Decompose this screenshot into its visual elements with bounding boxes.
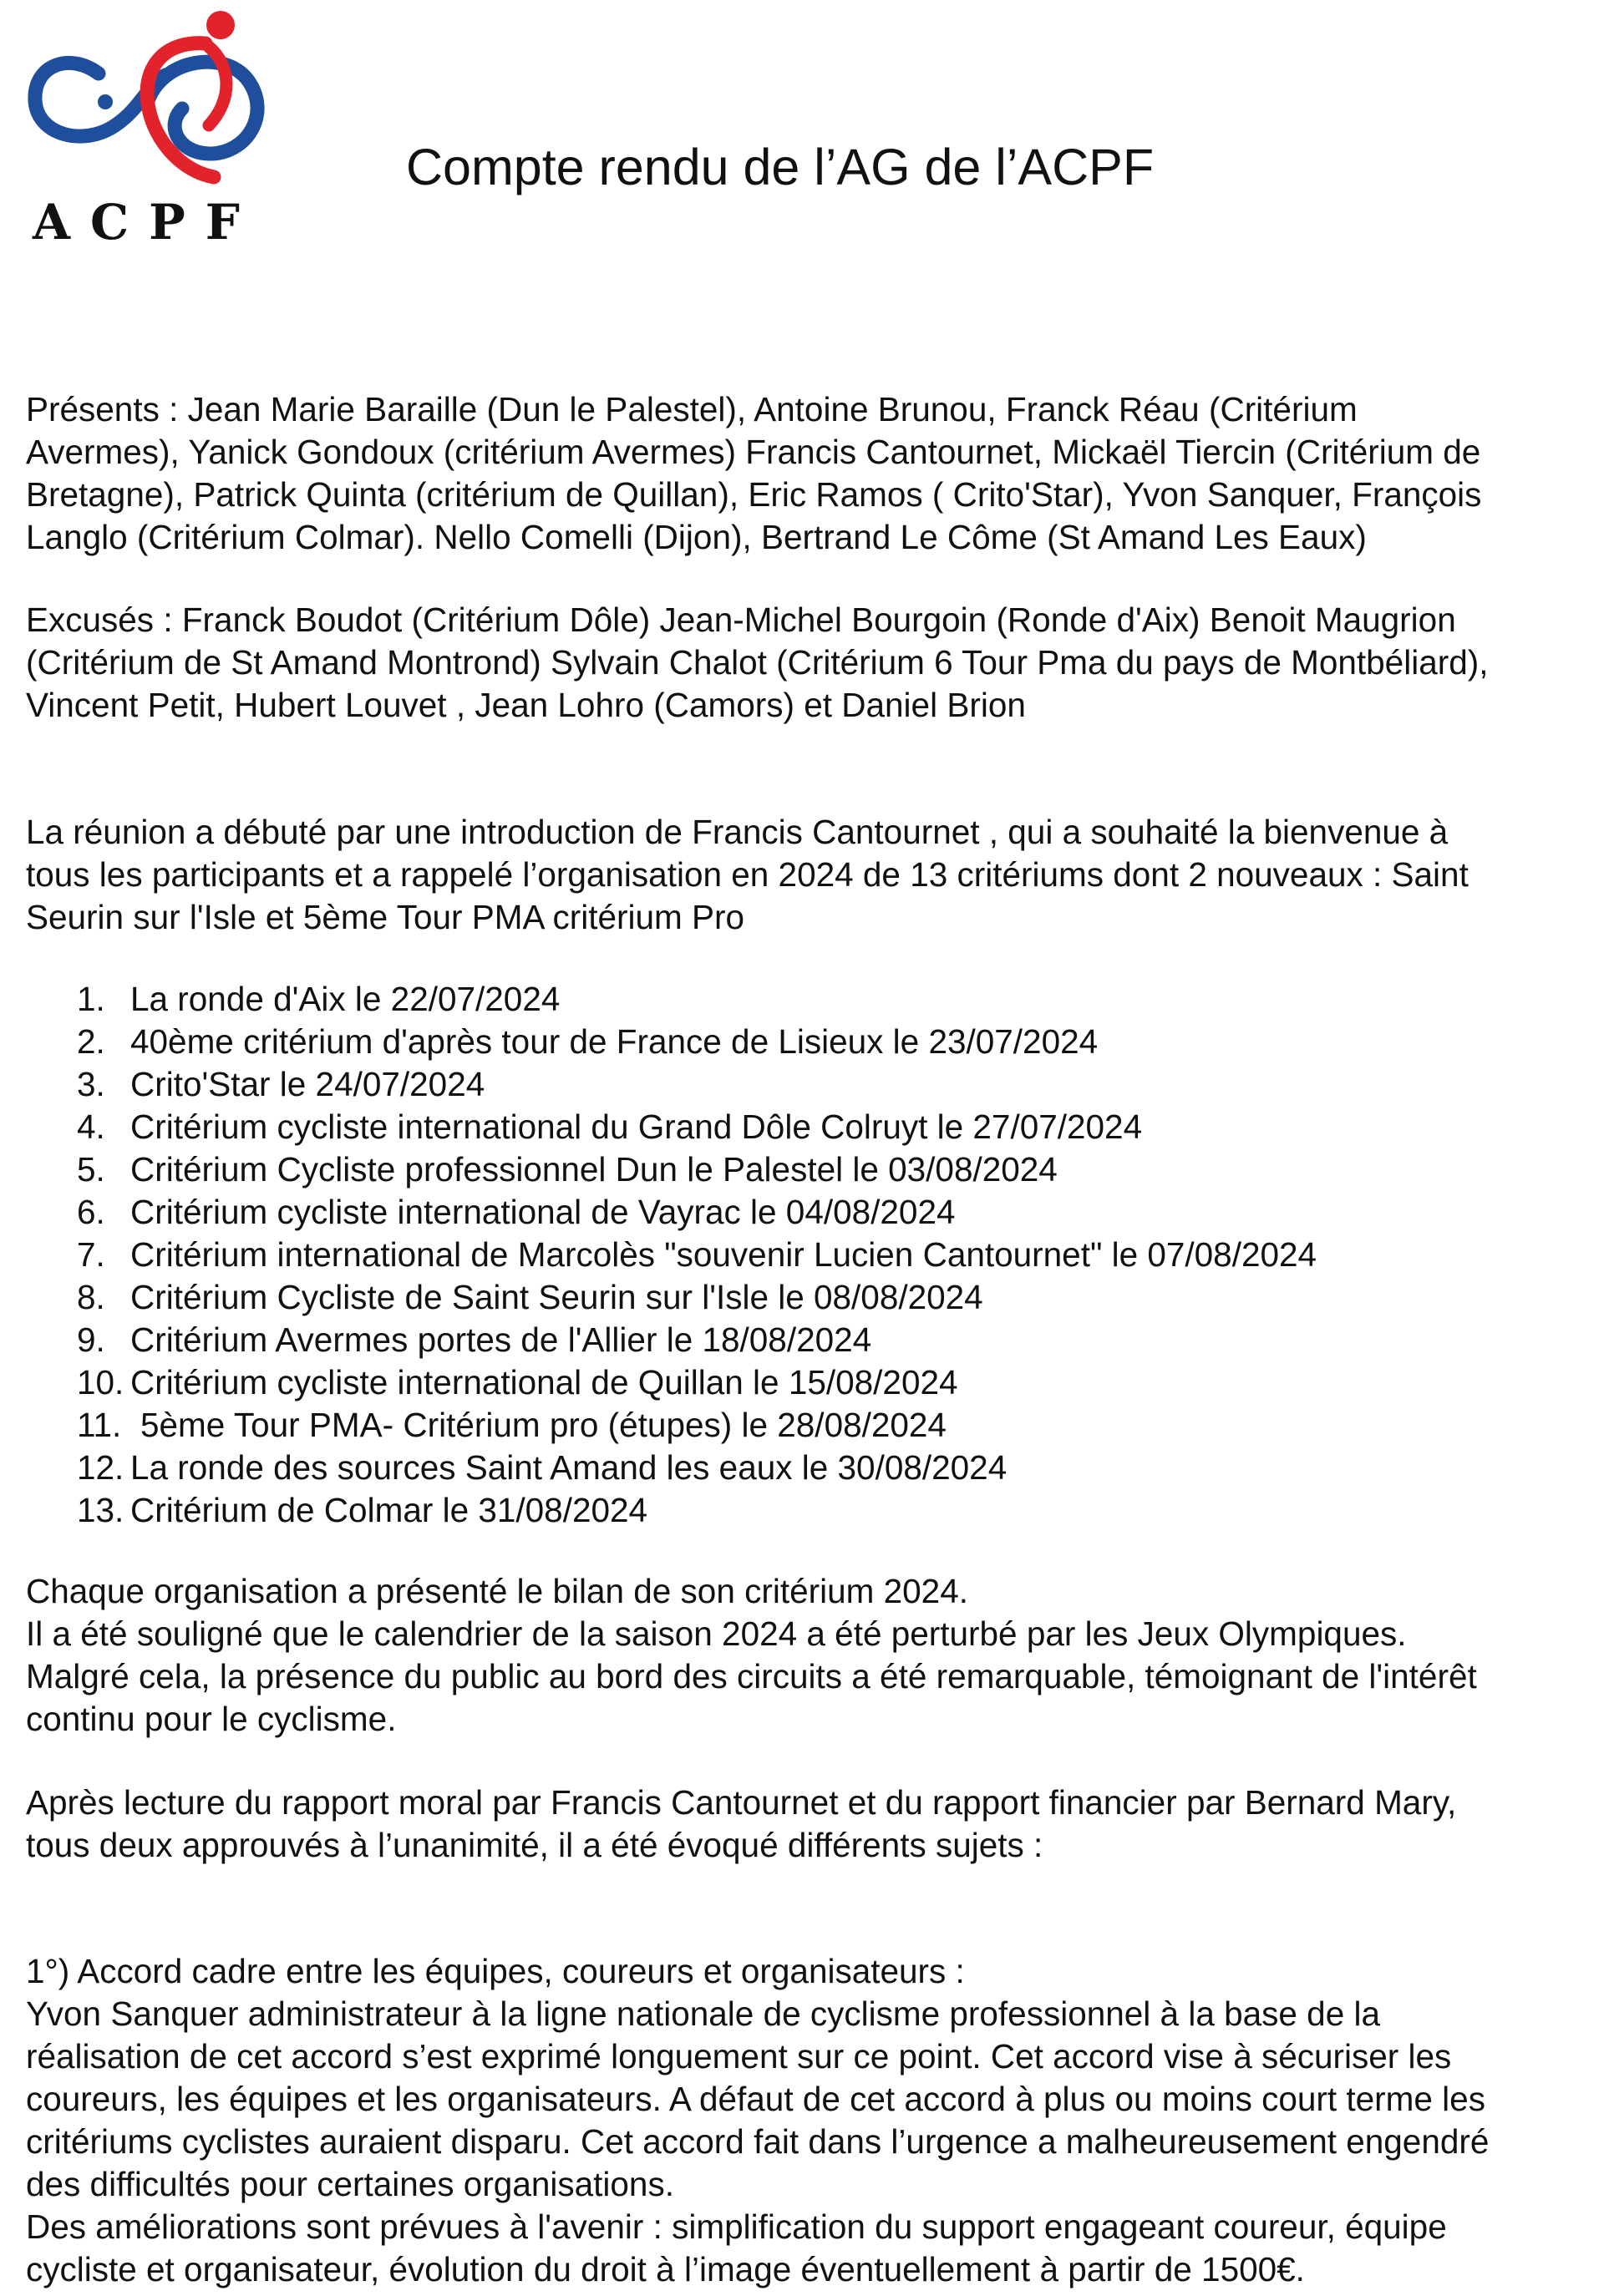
list-item-label: Critérium international de Marcolès "souvenir Lucien Cantournet" le 07/08/2024 <box>130 1235 1317 1274</box>
text-line: Présents : Jean Marie Baraille (Dun le Palestel), Antoine Brunou, Franck Réau (Critérium <box>26 390 1358 428</box>
list-item-number: 5. <box>77 1150 105 1189</box>
list-item-label: Critérium cycliste international de Vayrac le 04/08/2024 <box>130 1193 956 1231</box>
list-item-number: 1. <box>77 980 105 1018</box>
text-line: Des améliorations sont prévues à l'avenir : simplification du support engageant coureur, équipe <box>26 2207 1447 2246</box>
text-line: 1°) Accord cadre entre les équipes, coureurs et organisateurs : <box>26 1952 965 1990</box>
list-item-number: 4. <box>77 1107 105 1146</box>
logo-wordmark: ACPF <box>33 194 260 251</box>
text-line: Seurin sur l'Isle et 5ème Tour PMA critérium Pro <box>26 898 745 936</box>
list-item-label: 5ème Tour PMA- Critérium pro (étupes) le 28/08/2024 <box>140 1406 947 1444</box>
framework-agreement-paragraph <box>26 1950 1580 2291</box>
attendees-paragraph <box>26 388 1580 559</box>
text-line: Langlo (Critérium Colmar). Nello Comelli (Dijon), Bertrand Le Côme (St Amand Les Eaux) <box>26 518 1367 556</box>
page-title: Compte rendu de l’AG de l’ACPF <box>406 139 1155 195</box>
text-line: Excusés : Franck Boudot (Critérium Dôle) Jean-Michel Bourgoin (Ronde d'Aix) Benoit Maugrion <box>26 601 1456 639</box>
text-line: Yvon Sanquer administrateur à la ligne nationale de cyclisme professionnel à la base de la <box>26 1994 1380 2033</box>
list-item-number: 13. <box>77 1491 124 1529</box>
list-item-label: Critérium cycliste international du Grand Dôle Colruyt le 27/07/2024 <box>130 1107 1143 1146</box>
list-item-label: Crito'Star le 24/07/2024 <box>130 1065 485 1103</box>
list-item-number: 8. <box>77 1278 105 1316</box>
text-line: Bretagne), Patrick Quinta (critérium de Quillan), Eric Ramos ( Crito'Star), Yvon Sanquer, François <box>26 475 1482 514</box>
list-item-label: Critérium Cycliste de Saint Seurin sur l'Isle le 08/08/2024 <box>130 1278 983 1316</box>
list-item-number: 6. <box>77 1193 105 1231</box>
list-item-label: Critérium de Colmar le 31/08/2024 <box>130 1491 648 1529</box>
list-item-label: Critérium Cycliste professionnel Dun le Palestel le 03/08/2024 <box>130 1150 1058 1189</box>
text-line: cycliste et organisateur, évolution du droit à l’image éventuellement à partir de 1500€. <box>26 2250 1305 2288</box>
text-line: Malgré cela, la présence du public au bord des circuits a été remarquable, témoignant de l'intérêt <box>26 1657 1477 1695</box>
list-item-label: Critérium Avermes portes de l'Allier le 18/08/2024 <box>130 1320 872 1359</box>
text-line: critériums cyclistes auraient disparu. Cet accord fait dans l’urgence a malheureusement engendré <box>26 2122 1490 2161</box>
text-line: Chaque organisation a présenté le bilan de son critérium 2024. <box>26 1572 968 1610</box>
list-item-label: La ronde des sources Saint Amand les eaux le 30/08/2024 <box>130 1448 1008 1487</box>
list-item-label: Critérium cycliste international de Quillan le 15/08/2024 <box>130 1363 958 1401</box>
text-line: réalisation de cet accord s’est exprimé longuement sur ce point. Cet accord vise à sécuriser les <box>26 2037 1452 2076</box>
text-line: des difficultés pour certaines organisations. <box>26 2165 674 2203</box>
summary-paragraph <box>26 1570 1580 1741</box>
list-item-label: La ronde d'Aix le 22/07/2024 <box>130 980 561 1018</box>
text-line: coureurs, les équipes et les organisateurs. A défaut de cet accord à plus ou moins court terme les <box>26 2080 1485 2118</box>
text-line: (Critérium de St Amand Montrond) Sylvain Chalot (Critérium 6 Tour Pma du pays de Montbéliard), <box>26 643 1489 682</box>
text-line: continu pour le cyclisme. <box>26 1700 397 1738</box>
text-line: tous deux approuvés à l’unanimité, il a été évoqué différents sujets : <box>26 1826 1043 1864</box>
reports-paragraph <box>26 1782 1580 1867</box>
text-line: Avermes), Yanick Gondoux (critérium Avermes) Francis Cantournet, Mickaël Tiercin (Critérium de <box>26 433 1481 471</box>
list-item-number: 10. <box>77 1363 124 1401</box>
list-item-number: 12. <box>77 1448 124 1487</box>
cyclist-logo-icon <box>23 0 279 200</box>
text-line: Vincent Petit, Hubert Louvet , Jean Lohro (Camors) et Daniel Brion <box>26 686 1026 724</box>
list-item-label: 40ème critérium d'après tour de France de Lisieux le 23/07/2024 <box>130 1022 1099 1061</box>
text-line: Il a été souligné que le calendrier de la saison 2024 a été perturbé par les Jeux Olympiques. <box>26 1614 1407 1653</box>
intro-paragraph <box>26 811 1580 939</box>
text-line: Après lecture du rapport moral par Francis Cantournet et du rapport financier par Bernard Mary, <box>26 1783 1457 1822</box>
list-item-number: 9. <box>77 1320 105 1359</box>
excused-paragraph <box>26 599 1580 727</box>
text-line: tous les participants et a rappelé l’organisation en 2024 de 13 critériums dont 2 nouveaux : Saint <box>26 855 1469 894</box>
list-item-number: 2. <box>77 1022 105 1061</box>
list-item-number: 11. <box>77 1406 122 1444</box>
text-line: La réunion a débuté par une introduction de Francis Cantournet , qui a souhaité la bienvenue à <box>26 813 1449 851</box>
list-item-number: 3. <box>77 1065 105 1103</box>
list-item-number: 7. <box>77 1235 105 1274</box>
